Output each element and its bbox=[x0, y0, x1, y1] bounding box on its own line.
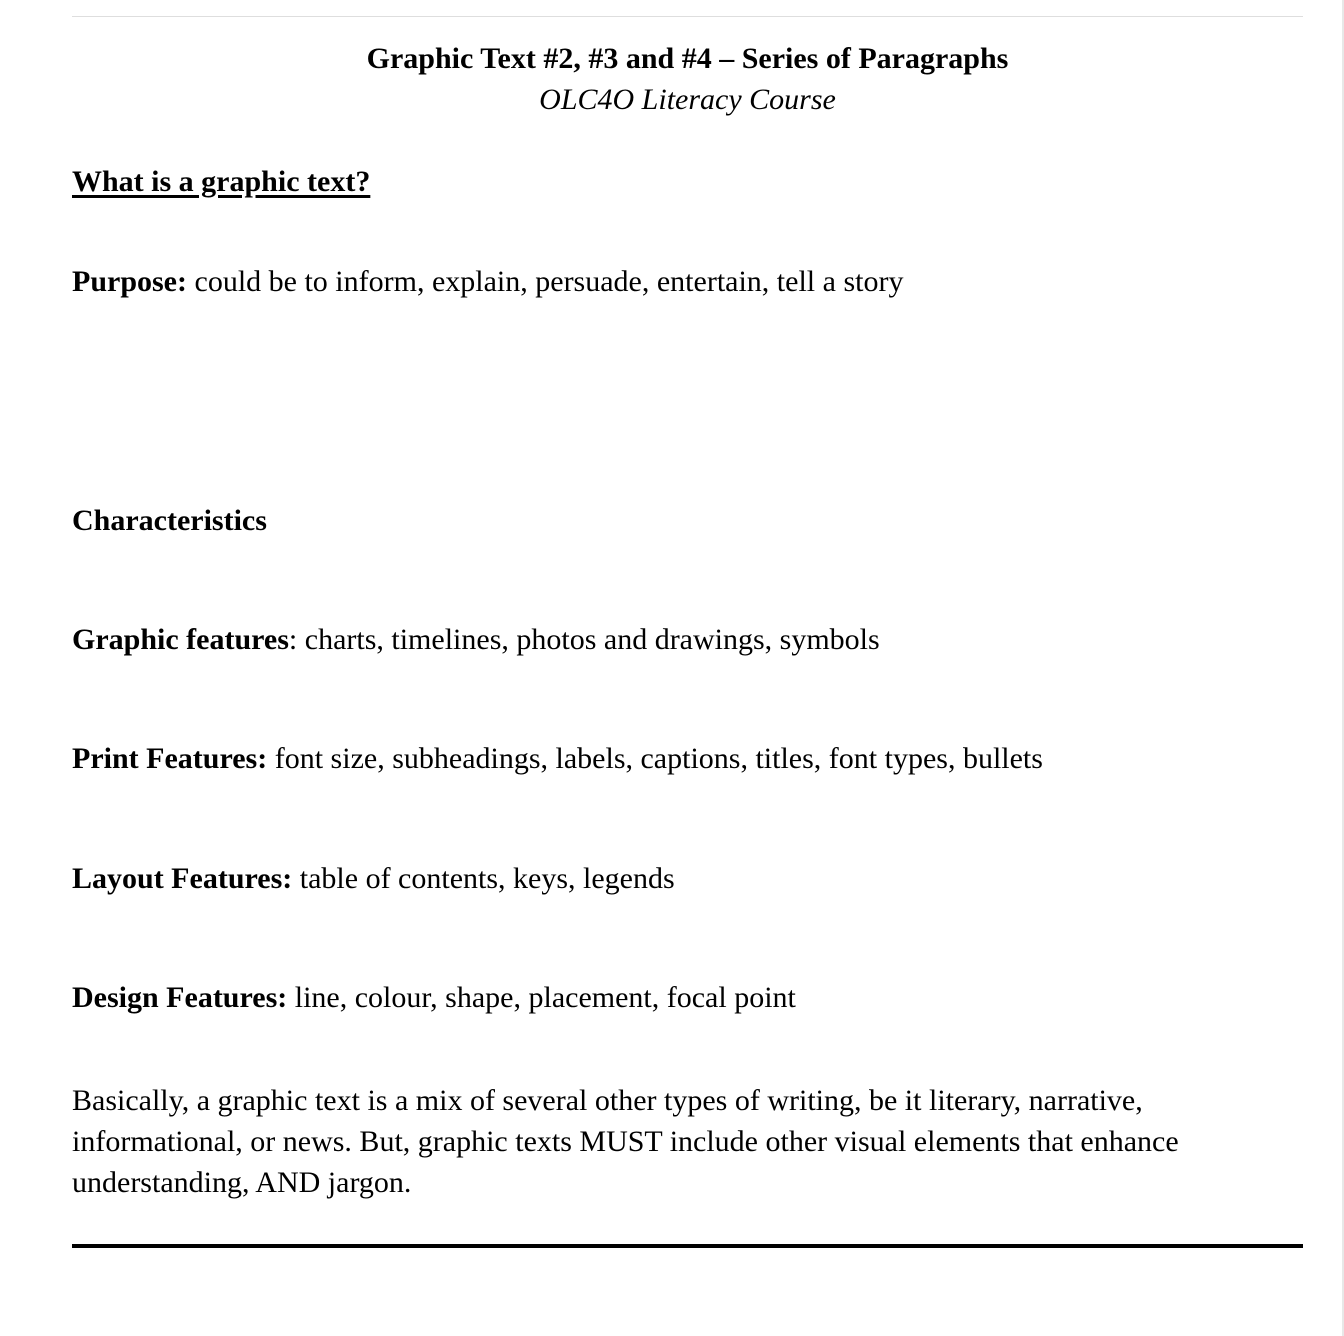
print-features-label: Print Features: bbox=[72, 742, 268, 775]
purpose-line bbox=[72, 263, 903, 301]
summary-paragraph: Basically, a graphic text is a mix of several other types of writing, be it literary, narrative, informational, or news. But, graphic texts MUST include other visual elements that enhance understanding, AND jargon. bbox=[72, 1084, 1179, 1199]
design-features-line bbox=[72, 979, 796, 1017]
design-features-text: line, colour, shape, placement, focal point bbox=[287, 981, 796, 1014]
print-features-text: font size, subheadings, labels, captions, titles, font types, bullets bbox=[267, 742, 1043, 775]
purpose-label: Purpose: bbox=[72, 265, 187, 298]
top-divider bbox=[72, 16, 1303, 17]
bottom-divider bbox=[72, 1244, 1303, 1248]
document-title: Graphic Text #2, #3 and #4 – Series of Paragraphs bbox=[366, 42, 1009, 75]
document-subtitle: OLC4O Literacy Course bbox=[539, 83, 836, 116]
graphic-features-line bbox=[72, 621, 880, 659]
purpose-text: could be to inform, explain, persuade, entertain, tell a story bbox=[187, 265, 904, 298]
print-features-line bbox=[72, 740, 1043, 778]
graphic-features-label: Graphic features bbox=[72, 623, 289, 656]
layout-features-line bbox=[72, 860, 675, 898]
graphic-features-text: : charts, timelines, photos and drawings, symbols bbox=[288, 623, 880, 656]
layout-features-text: table of contents, keys, legends bbox=[292, 862, 675, 895]
layout-features-label: Layout Features: bbox=[72, 862, 293, 895]
characteristics-heading: Characteristics bbox=[72, 504, 267, 537]
design-features-label: Design Features: bbox=[72, 981, 288, 1014]
definition-heading: What is a graphic text? bbox=[72, 165, 371, 198]
